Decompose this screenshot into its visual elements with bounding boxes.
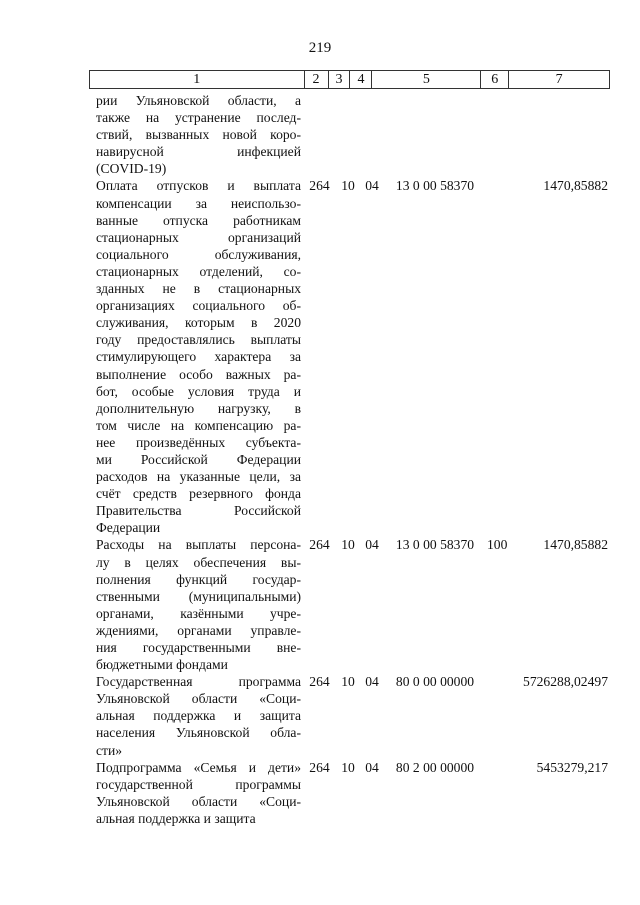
- row-col-2: 264: [309, 537, 330, 553]
- row-name-line: ствий, вызванных новой коро-: [96, 127, 301, 143]
- header-col-4: 4: [350, 71, 372, 88]
- table-body: [96, 92, 610, 827]
- row-col-4: [361, 92, 383, 177]
- row-col-5: 80 2 00 00000: [395, 759, 475, 775]
- row-col-7: 1470,85882: [543, 537, 608, 553]
- row-name: [96, 759, 301, 827]
- row-name-line: служивания, которым в 2020: [96, 315, 301, 331]
- row-name-line: Правительства Российской: [96, 503, 301, 519]
- row-col-7: 1470,85882: [543, 178, 608, 194]
- row-name-line: лу в целях обеспечения вы-: [96, 554, 301, 570]
- row-col-4: 04: [365, 674, 379, 690]
- header-col-6: 6: [481, 71, 509, 88]
- table-header: [89, 70, 610, 89]
- row-name-line: Ульяновской области «Соци-: [96, 691, 301, 707]
- row-col-3: 10: [341, 178, 355, 194]
- row-col-4: 04: [365, 759, 379, 775]
- table-row: [96, 759, 610, 827]
- row-name-line: Ульяновской области «Соци-: [96, 793, 301, 809]
- row-name-line: ждениями, органами управле-: [96, 622, 301, 638]
- row-col-3: 10: [341, 537, 355, 553]
- row-name-line: счёт средств резервного фонда: [96, 486, 301, 502]
- header-col-7: 7: [509, 71, 610, 88]
- row-col-2: [301, 92, 335, 177]
- row-name-line: Подпрограмма «Семья и дети»: [96, 759, 301, 775]
- table-row: [96, 177, 610, 536]
- header-col-1: 1: [90, 71, 305, 88]
- row-col-7: 5726288,02497: [523, 674, 608, 690]
- row-name-line: стационарных организаций: [96, 229, 301, 245]
- row-name-line: стационарных отделений, со-: [96, 263, 301, 279]
- row-name-line: выполнение особо важных ра-: [96, 366, 301, 382]
- row-name-line: альная поддержка и защита: [96, 810, 256, 826]
- row-col-7: [515, 92, 610, 177]
- row-name-line: расходов на указанные цели, за: [96, 469, 301, 485]
- row-name-line: ния государственными вне-: [96, 640, 301, 655]
- row-name-line: бот, особые условия труда и: [96, 383, 301, 399]
- row-name: [96, 673, 301, 758]
- row-name-line: также на устранение послед-: [96, 110, 301, 126]
- row-col-3: 10: [341, 759, 355, 775]
- table-row: [96, 673, 610, 758]
- row-name-line: Государственная программа: [96, 674, 301, 690]
- row-name: [96, 536, 301, 673]
- row-name-line: (COVID-19): [96, 161, 167, 177]
- table-row: [96, 92, 610, 177]
- row-name-line: зданных не в стационарных: [96, 281, 301, 297]
- row-col-4: 04: [365, 178, 379, 194]
- row-col-2: 264: [309, 674, 330, 690]
- row-col-6: 100: [487, 537, 508, 553]
- row-name: [96, 177, 301, 536]
- row-name-line: организациях социального об-: [96, 298, 301, 314]
- row-name: [96, 92, 301, 177]
- row-name-line: органами, казёнными учре-: [96, 605, 301, 621]
- row-col-4: 04: [365, 537, 379, 553]
- table-row: [96, 536, 610, 673]
- row-col-6: [487, 92, 515, 177]
- row-name-line: году предоставлялись выплаты: [96, 332, 301, 348]
- row-col-6: [487, 673, 515, 758]
- header-col-2: 2: [305, 71, 329, 88]
- row-col-5: 13 0 00 58370: [395, 537, 475, 553]
- row-name-line: населения Ульяновской обла-: [96, 725, 301, 741]
- row-name-line: бюджетными фондами: [96, 657, 228, 673]
- row-name-line: социального обслуживания,: [96, 246, 301, 262]
- row-name-line: Федерации: [96, 520, 161, 536]
- row-col-7: 5453279,217: [536, 759, 608, 775]
- row-name-line: государственной программы: [96, 776, 301, 792]
- row-col-2: 264: [309, 759, 330, 775]
- row-name-line: том числе на компенсацию ра-: [96, 417, 301, 433]
- row-name-line: Оплата отпусков и выплата: [96, 178, 301, 194]
- row-name-line: нее произведённых субъекта-: [96, 434, 301, 450]
- row-name-line: сти»: [96, 742, 123, 758]
- header-col-5: 5: [372, 71, 481, 88]
- row-col-5: 13 0 00 58370: [395, 178, 475, 194]
- row-name-line: дополнительную нагрузку, в: [96, 400, 301, 416]
- row-col-3: [335, 92, 361, 177]
- row-name-line: Расходы на выплаты персона-: [96, 537, 301, 553]
- row-col-6: [487, 759, 515, 827]
- row-name-line: ственными (муниципальными): [96, 588, 301, 604]
- row-col-2: 264: [309, 178, 330, 194]
- page-number: 219: [308, 40, 332, 56]
- row-name-line: альная поддержка и защита: [96, 708, 301, 724]
- row-name-line: ванные отпуска работникам: [96, 212, 301, 228]
- row-name-line: рии Ульяновской области, а: [96, 93, 301, 108]
- row-col-6: [487, 177, 515, 536]
- row-col-5: [383, 92, 487, 177]
- row-name-line: ми Российской Федерации: [96, 451, 301, 467]
- header-col-3: 3: [329, 71, 351, 88]
- row-name-line: стимулирующего характера за: [96, 349, 301, 365]
- row-name-line: полнения функций государ-: [96, 571, 301, 587]
- row-col-3: 10: [341, 674, 355, 690]
- row-name-line: компенсации за неиспользо-: [96, 195, 301, 211]
- row-col-5: 80 0 00 00000: [395, 674, 475, 690]
- row-name-line: навирусной инфекцией: [96, 144, 301, 160]
